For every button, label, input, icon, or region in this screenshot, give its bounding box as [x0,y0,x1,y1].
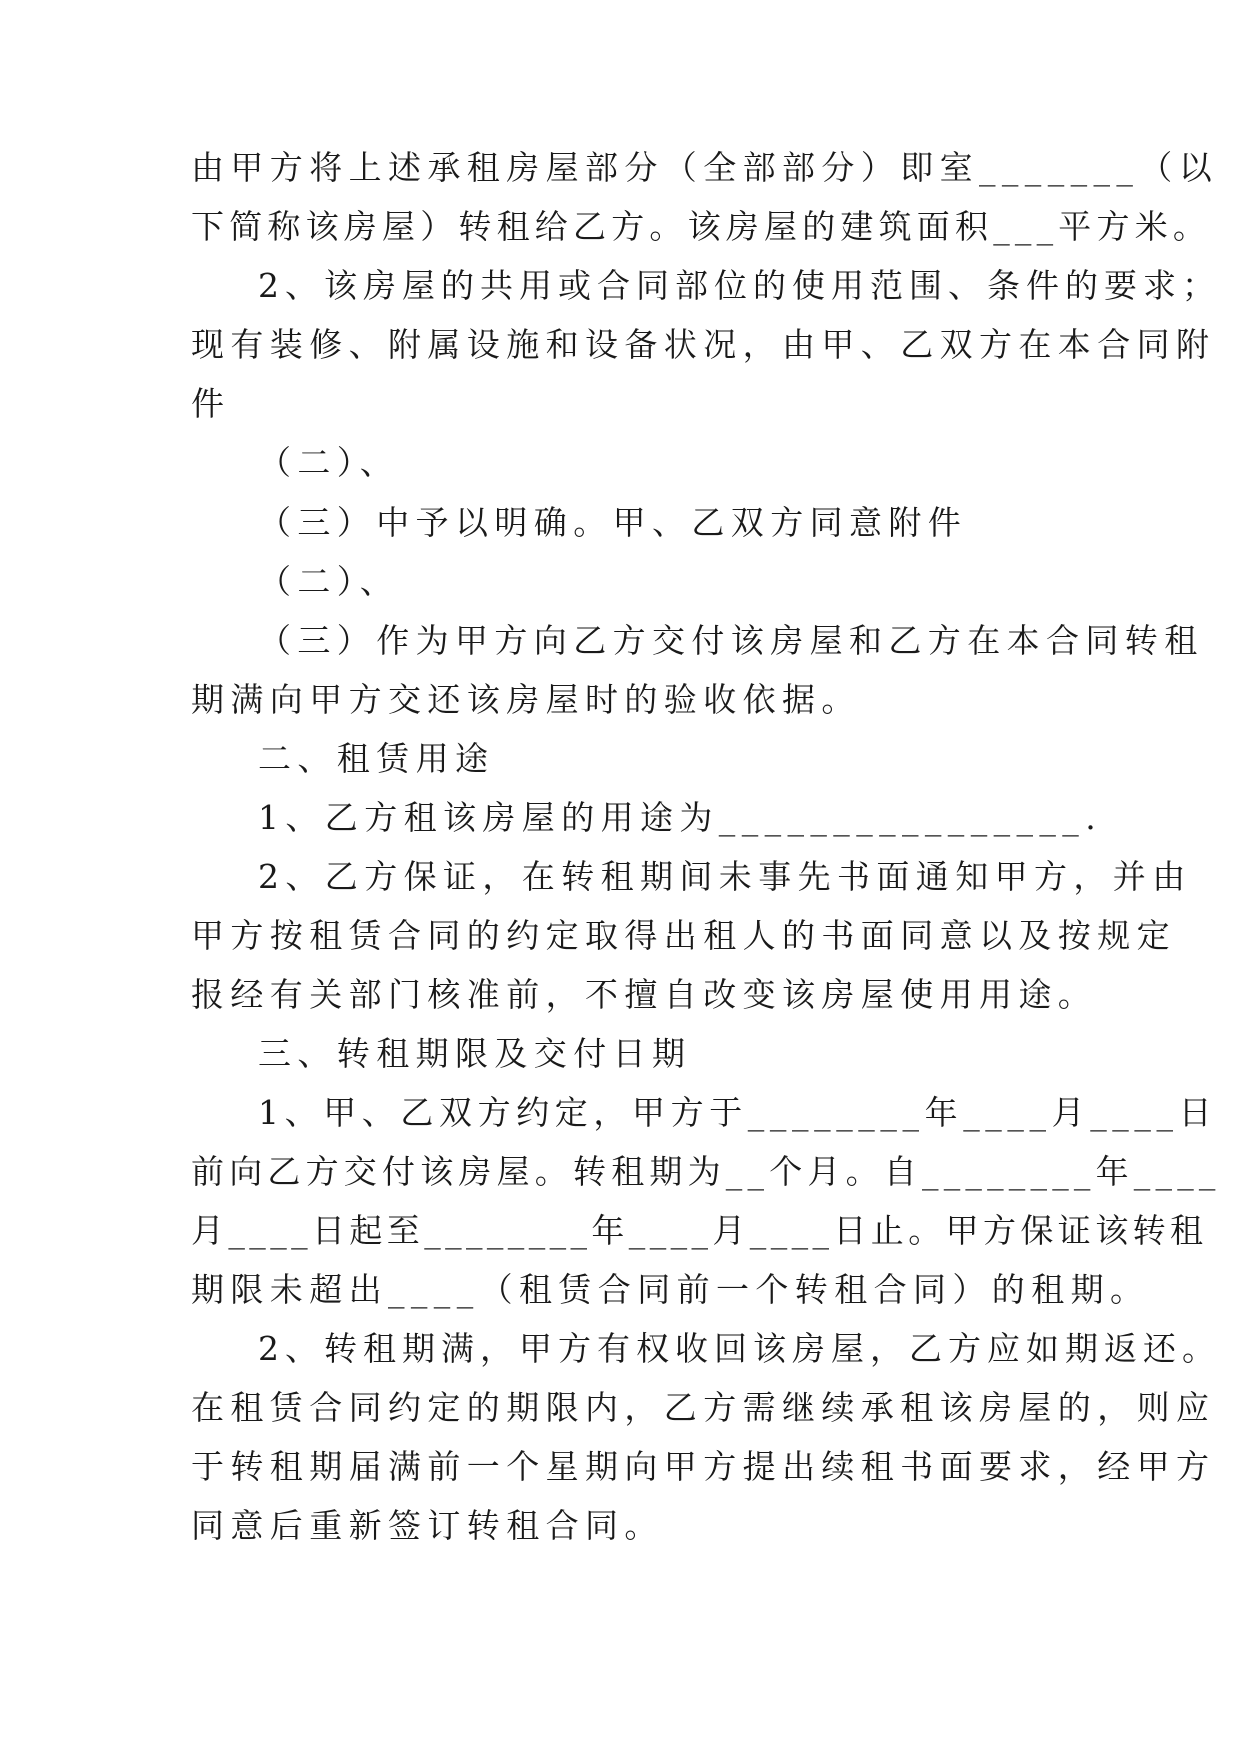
text-line: （二）、 [258,443,400,482]
text-line: （二）、 [258,562,400,601]
text-line: 同意后重新签订转租合同。 [191,1506,664,1545]
text-line: （三）作为甲方向乙方交付该房屋和乙方在本合同转租 [258,621,1204,660]
section-heading: 二、租赁用途 [258,739,495,778]
text-line: 月____日起至________年____月____日止。甲方保证该转租 [191,1211,1208,1250]
text-line: 2、乙方保证，在转租期间未事先书面通知甲方，并由 [258,857,1192,896]
text-line: 2、该房屋的共用或合同部位的使用范围、条件的要求； [258,266,1221,305]
text-line: 前向乙方交付该房屋。转租期为__个月。自________年____ [191,1152,1221,1191]
text-line: 1、甲、乙双方约定，甲方于________年____月____日 [258,1093,1218,1132]
text-line: 由甲方将上述承租房屋部分（全部部分）即室_______（以 [191,148,1219,187]
text-line: 甲方按租赁合同的约定取得出租人的书面同意以及按规定 [191,916,1176,955]
text-line: 在租赁合同约定的期限内，乙方需继续承租该房屋的，则应 [191,1388,1216,1427]
text-line: 件 [191,384,231,423]
text-line: 于转租期届满前一个星期向甲方提出续租书面要求，经甲方 [191,1447,1216,1486]
text-line: 1、乙方租该房屋的用途为________________. [258,798,1103,837]
section-heading: 三、转租期限及交付日期 [258,1034,692,1073]
text-line: 现有装修、附属设施和设备状况，由甲、乙双方在本合同附 [191,325,1216,364]
text-line: （三）中予以明确。甲、乙双方同意附件 [258,503,968,542]
text-line: 期限未超出____（租赁合同前一个转租合同）的租期。 [191,1270,1150,1309]
text-line: 报经有关部门核准前，不擅自改变该房屋使用用途。 [191,975,1098,1014]
text-line: 2、转租期满，甲方有权收回该房屋，乙方应如期返还。 [258,1329,1221,1368]
text-line: 下简称该房屋）转租给乙方。该房屋的建筑面积___平方米。 [191,207,1212,246]
text-line: 期满向甲方交还该房屋时的验收依据。 [191,680,861,719]
